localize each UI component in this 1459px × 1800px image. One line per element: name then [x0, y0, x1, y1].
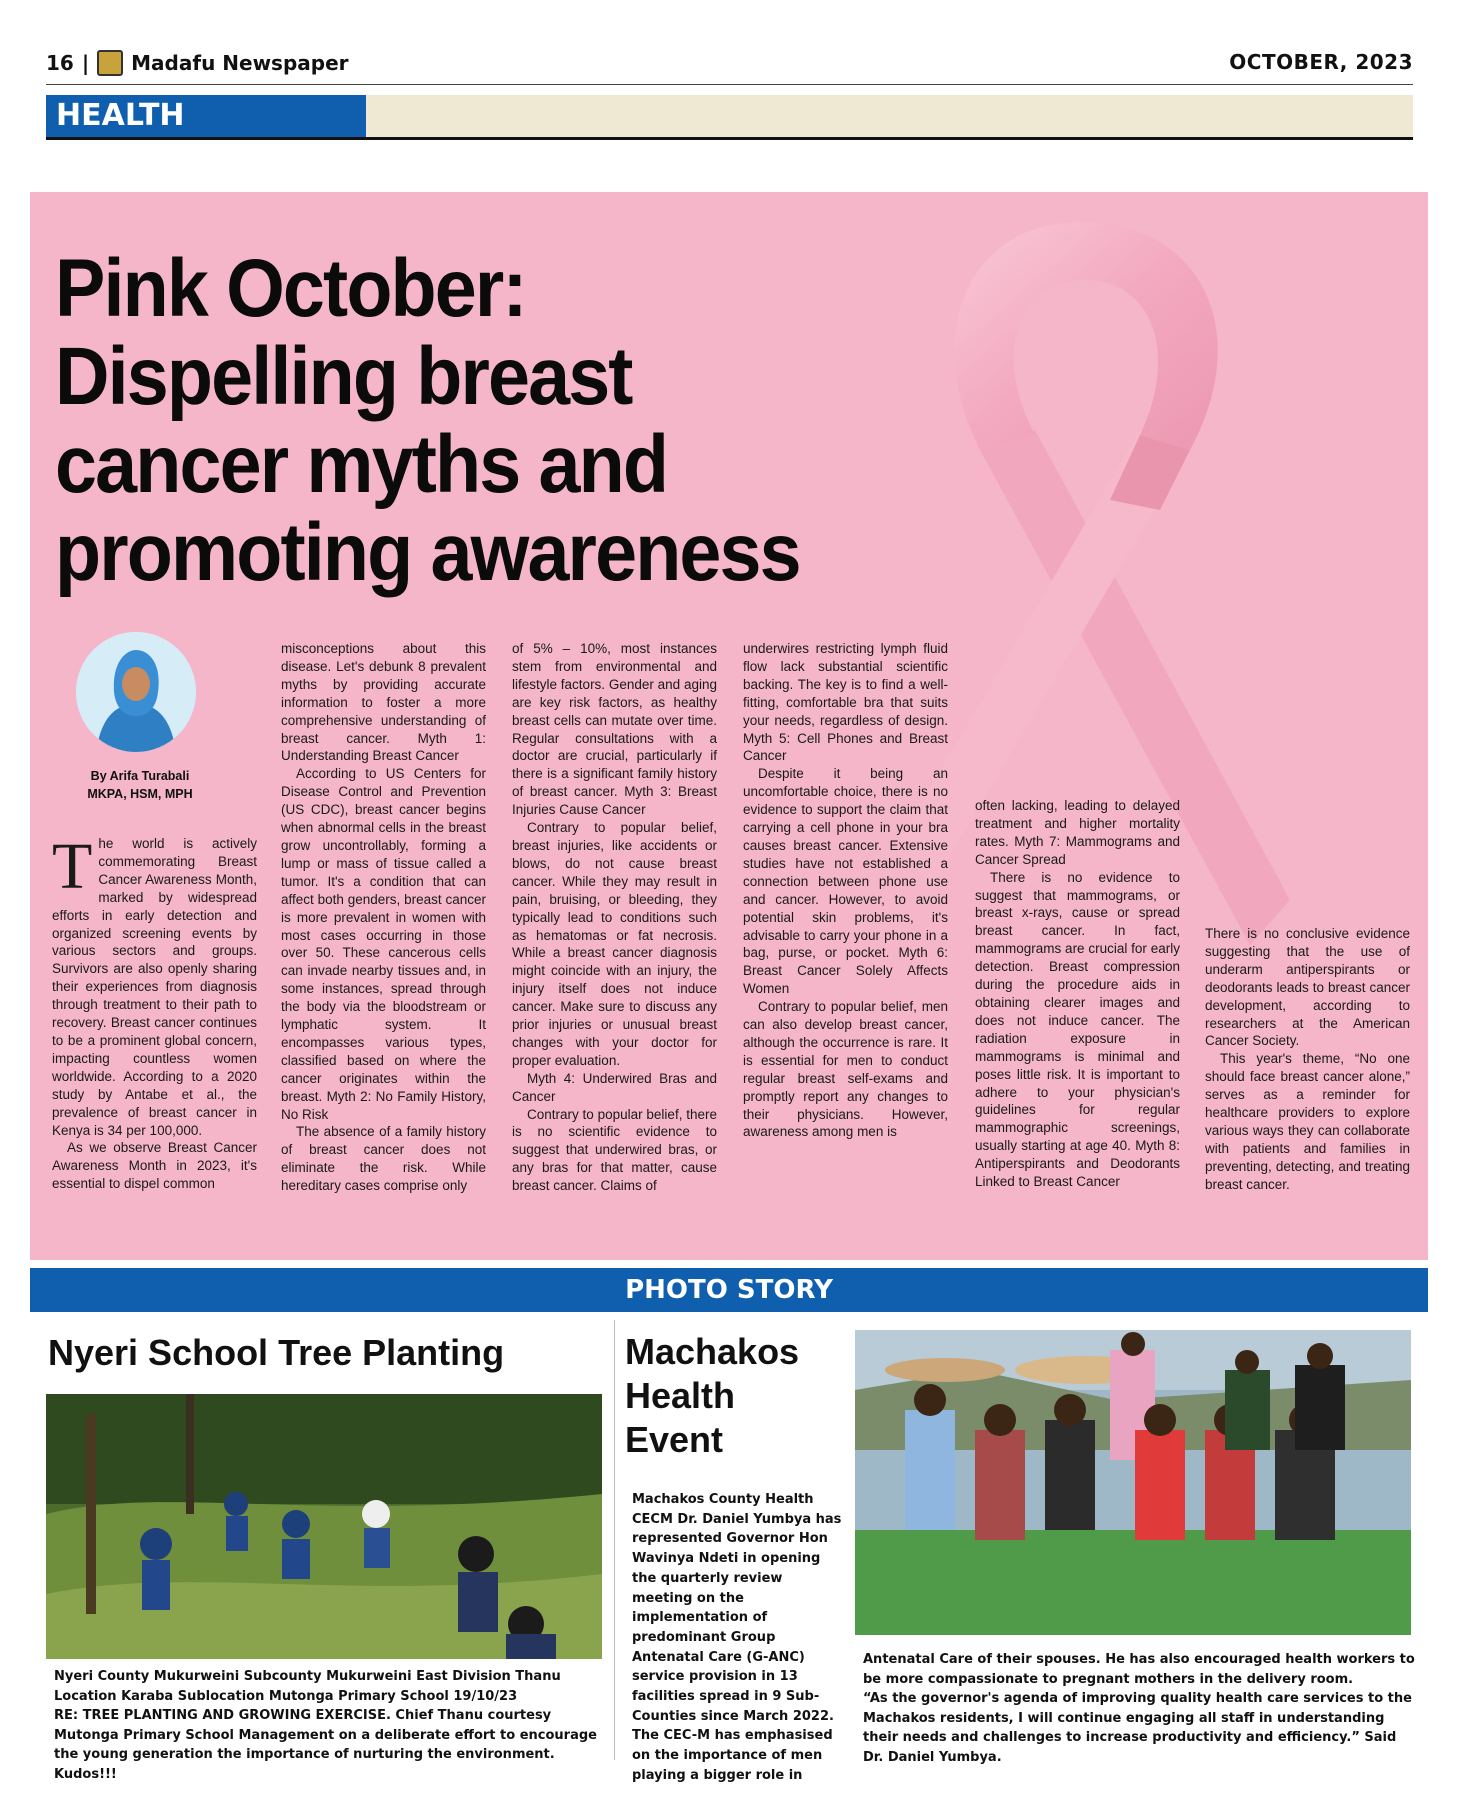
story2-caption	[863, 1650, 1418, 1767]
story1-title: Nyeri School Tree Planting	[48, 1332, 505, 1373]
drop-cap: T	[52, 830, 93, 903]
author-name: By Arifa Turabali	[90, 769, 190, 783]
paragraph: Myth 4: Underwired Bras and Cancer	[512, 1070, 717, 1104]
story1-caption	[54, 1667, 609, 1784]
paragraph: Contrary to popular belief, men can also develop breast cancer, although the occurrence is rare. It is essential for men to conduct regular breast self-exams and promptly report any changes to their physicians. However, awareness among men is	[743, 999, 948, 1140]
paragraph: underwires restricting lymph fluid flow lack substantial scientific backing. The key is to find a well-fitting, comfortable bra that suits your needs, regardless of design. Myth 5: Cell Phones and Breast Cancer	[743, 641, 948, 764]
caption-line: Antenatal Care of their spouses. He has also encouraged health workers to be more compassionate to pregnant mothers in the delivery room.	[863, 1652, 1415, 1687]
story2-title-line: Health	[625, 1375, 736, 1416]
author-avatar	[76, 632, 196, 752]
paragraph: he world is actively commemorating Breast Cancer Awareness Month, marked by widespread efforts in early detection and organized screening events by various sectors and groups. Survivors are also openly sharing their experiences from diagnosis through treatment to their path to recovery. Breast cancer continues to be a prominent global concern, impacting countless women worldwide. According to a 2020 study by Antabe et al., the prevalence of breast cancer in Kenya is 34 per 100,000.	[52, 836, 257, 1138]
tree-planting-photo-icon	[46, 1394, 602, 1659]
paragraph: As we observe Breast Cancer Awareness Month in 2023, it's essential to dispel common	[52, 1140, 257, 1192]
paragraph: Contrary to popular belief, there is no scientific evidence to suggest that underwired bras, or any bras for that matter, cause breast cancer. Claims of	[512, 1106, 717, 1194]
headline-line-2: Dispelling breast	[55, 331, 632, 422]
newspaper-logo-icon	[97, 50, 123, 76]
caption-line: Nyeri County Mukurweini Subcounty Mukurweini East Division Thanu Location Karaba Sublocation Mutonga Primary School 19/10/23	[54, 1669, 561, 1704]
article-column-2	[281, 640, 486, 1195]
article-column-3	[512, 640, 717, 1195]
article-column-1	[52, 830, 257, 1193]
headline-line-3: cancer myths and	[55, 419, 668, 510]
header-divider	[46, 84, 1413, 85]
section-label: HEALTH	[46, 95, 366, 137]
paragraph: of 5% – 10%, most instances stem from environmental and lifestyle factors. Gender and aging are key risk factors, as healthy breast cells can mutate over time. Regular consultations with a doctor are crucial, particularly if there is a significant family history of breast cancer. Myth 3: Breast Injuries Cause Cancer	[512, 641, 717, 818]
page-header-left	[46, 50, 349, 76]
group-photo-icon	[855, 1330, 1411, 1635]
paragraph: According to US Centers for Disease Control and Prevention (US CDC), breast cancer begins when abnormal cells in the breast grow uncontrollably, forming a lump or mass of tissue called a tumor. It's a condition that can affect both genders, breast cancer is more prevalent in women with most cases occurring in those over 50. These cancerous cells can invade nearby tissues and, in some instances, spread through the body via the bloodstream or lymphatic system. It encompasses various types, classified based on where the cancer originates within the breast. Myth 2: No Family History, No Risk	[281, 766, 486, 1122]
author-titles: MKPA, HSM, MPH	[87, 787, 193, 801]
machakos-group-photo	[855, 1330, 1411, 1635]
paragraph: misconceptions about this disease. Let's debunk 8 prevalent myths by providing accurate information to foster a more comprehensive understanding of breast cancer. Myth 1: Understanding Breast Cancer	[281, 641, 486, 764]
newspaper-name: Madafu Newspaper	[131, 51, 349, 75]
paragraph: There is no conclusive evidence suggesting that the use of underarm antiperspirants or deodorants leads to breast cancer development, according to researchers at the American Cancer Society.	[1205, 926, 1410, 1049]
story2-title	[625, 1330, 825, 1462]
story2-body: Machakos County Health CECM Dr. Daniel Yumbya has represented Governor Hon Wavinya Ndeti in opening the quarterly review meeting on the implementation of predominant Group Antenatal Care (G-ANC) service provision in 13 facilities spread in 9 Sub-Counties since March 2022. The CEC-M has emphasised on the importance of men playing a bigger role in	[632, 1492, 842, 1783]
paragraph: often lacking, leading to delayed treatment and higher mortality rates. Myth 7: Mammograms and Cancer Spread	[975, 798, 1180, 867]
paragraph: Despite it being an uncomfortable choice, there is no evidence to support the claim that carrying a cell phone in your bra causes breast cancer. Extensive studies have not established a connection between phone use and cancer. However, to avoid potential skin problems, it's advisable to carry your phone in a bag, purse, or pocket. Myth 6: Breast Cancer Solely Affects Women	[743, 766, 948, 997]
page-number: 16	[46, 51, 74, 75]
article-column-4	[743, 640, 948, 1141]
header-separator: |	[81, 51, 90, 75]
author-portrait-icon	[76, 632, 196, 752]
story2-title-line: Event	[625, 1419, 724, 1460]
story2-title-line: Machakos	[625, 1331, 800, 1372]
headline-line-4: promoting awareness	[55, 507, 800, 598]
article-column-5	[975, 797, 1180, 1191]
caption-line: RE: TREE PLANTING AND GROWING EXERCISE. Chief Thanu courtesy Mutonga Primary School Management on a deliberate effort to encourage the young generation the importance of nurturing the environment. Kudos!!!	[54, 1708, 597, 1782]
paragraph: This year's theme, “No one should face breast cancer alone,” serves as a reminder for healthcare providers to explore various ways they can collaborate with patients and families in preventing, detecting, and treating breast cancer.	[1205, 1051, 1410, 1192]
paragraph: The absence of a family history of breast cancer does not eliminate the risk. While hereditary cases comprise only	[281, 1124, 486, 1194]
column-divider	[614, 1320, 615, 1760]
paragraph: Contrary to popular belief, breast injuries, like accidents or blows, do not cause breast cancer. While they may result in pain, bruising, or bleeding, they typically lead to conditions such as hematomas or fat necrosis. While a breast cancer diagnosis might coincide with an injury, the injury itself does not induce cancer. Make sure to discuss any prior injuries or unusual breast changes with your doctor for proper evaluation.	[512, 820, 717, 1068]
paragraph: There is no evidence to suggest that mammograms, or breast x-rays, cause or spread breast cancer. In fact, mammograms are crucial for early detection. Breast compression during the procedure aids in obtaining clearer images and does not induce cancer. The radiation exposure in mammograms is minimal and poses little risk. It is important to adhere to your physician's guidelines for regular mammographic screenings, usually starting at age 40. Myth 8: Antiperspirants and Deodorants Linked to Breast Cancer	[975, 869, 1180, 1190]
issue-date: OCTOBER, 2023	[1229, 50, 1413, 74]
article-column-6	[1205, 925, 1410, 1194]
author-byline	[60, 767, 220, 803]
headline-line-1: Pink October:	[55, 243, 526, 334]
article-headline	[55, 245, 865, 597]
caption-line: “As the governor's agenda of improving quality health care services to the Machakos residents, I will continue engaging all staff in understanding their needs and challenges to increase productivity and efficiency.” Said Dr. Daniel Yumbya.	[863, 1691, 1412, 1765]
photo-story-bar: PHOTO STORY	[30, 1268, 1428, 1312]
tree-planting-photo	[46, 1394, 602, 1659]
